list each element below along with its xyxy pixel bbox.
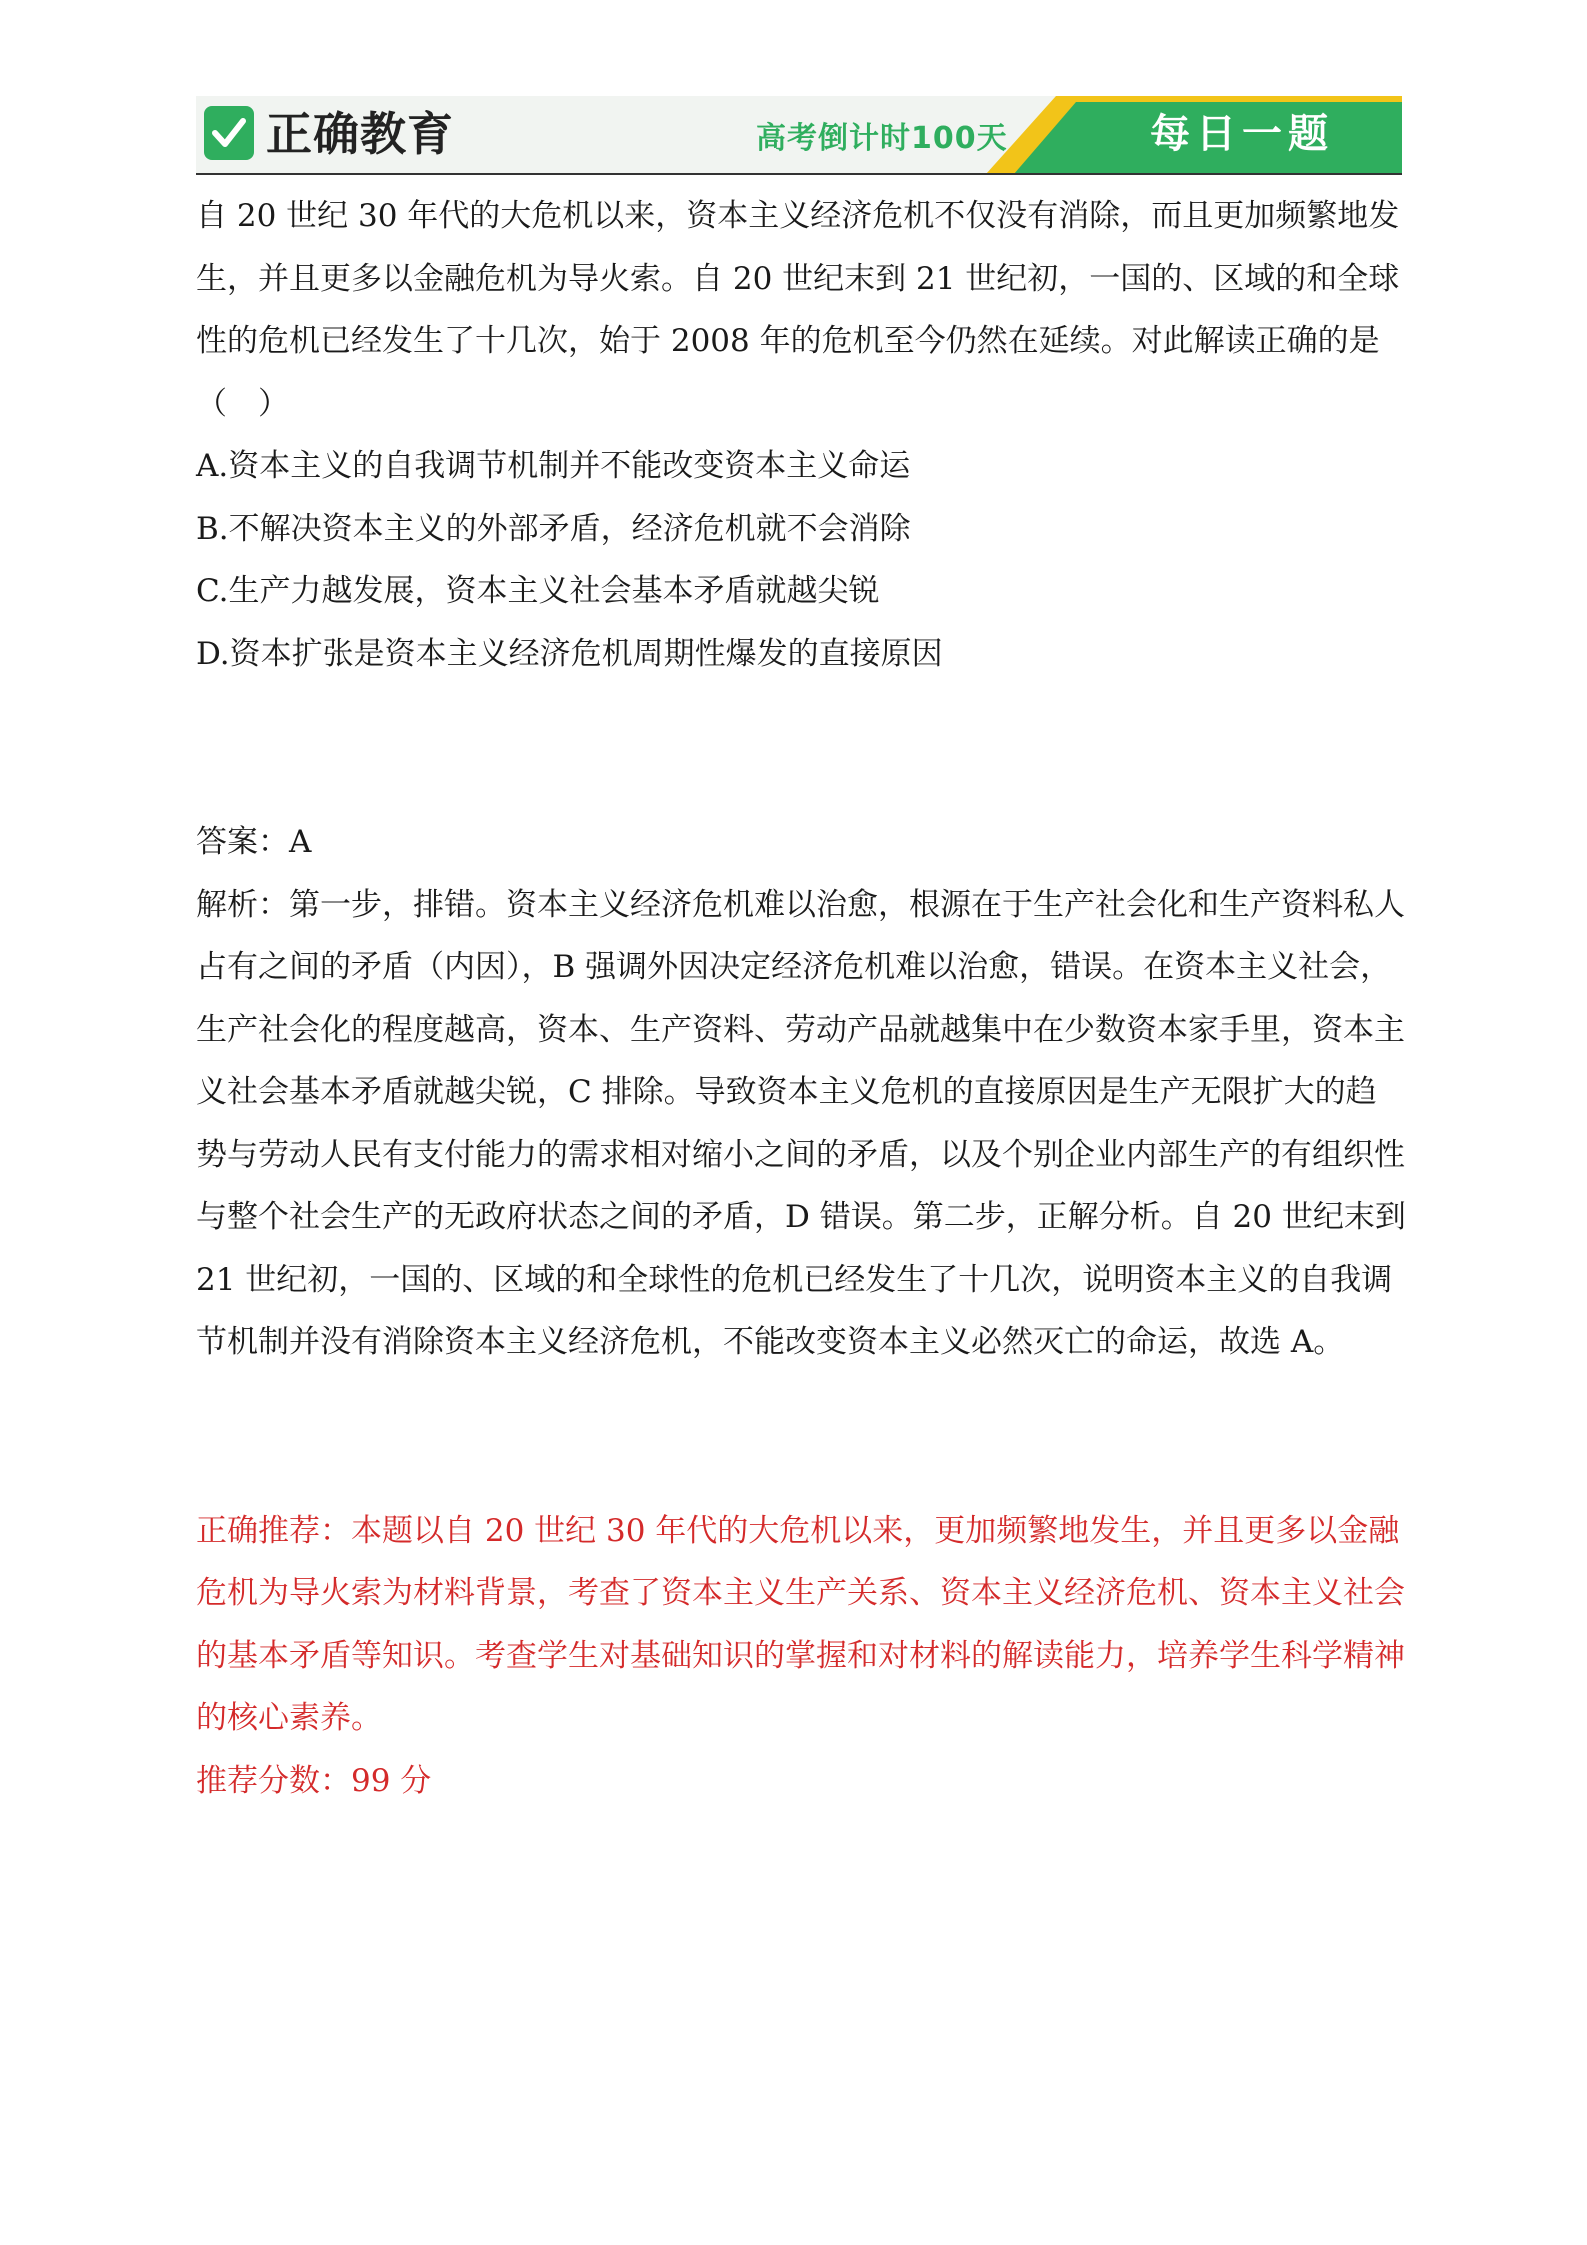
banner-title: 每日一题: [1150, 111, 1334, 157]
page-header: [196, 96, 1402, 174]
option-b: B.不解决资本主义的外部矛盾，经济危机就不会消除: [196, 510, 911, 547]
logo-check-icon: [204, 106, 254, 160]
document-body: [196, 185, 1406, 1812]
recommendation-text: 正确推荐：本题以自 20 世纪 30 年代的大危机以来，更加频繁地发生，并且更多以金融危机为导火索为材料背景，考查了资本主义生产关系、资本主义经济危机、资本主义社会的基本矛盾等知识。考查学生对基础知识的掌握和对材料的解读能力，培养学生科学精神的核心素养。: [196, 1512, 1405, 1736]
option-d: D.资本扩张是资本主义经济危机周期性爆发的直接原因: [196, 635, 943, 672]
logo-text: 正确教育: [266, 107, 454, 161]
countdown-label: 高考倒计时100天: [756, 121, 1008, 156]
option-c: C.生产力越发展，资本主义社会基本矛盾就越尖锐: [196, 573, 880, 609]
option-a: A.资本主义的自我调节机制并不能改变资本主义命运: [196, 448, 911, 484]
question-stem: 自 20 世纪 30 年代的大危机以来，资本主义经济危机不仅没有消除，而且更加频繁地发生，并且更多以金融危机为导火索。自 20 世纪末到 21 世纪初，一国的、区域的和全球性的危机已经发生了十几次，始于 2008 年的危机至今仍然在延续。对此解读正确的是（ ）: [196, 198, 1400, 422]
answer-line: 答案：A: [196, 824, 312, 860]
header-divider: [196, 173, 1402, 175]
recommendation-score: 推荐分数：99 分: [196, 1762, 432, 1799]
analysis-text: 解析：第一步，排错。资本主义经济危机难以治愈，根源在于生产社会化和生产资料私人占有之间的矛盾（内因），B 强调外因决定经济危机难以治愈，错误。在资本主义社会，生产社会化的程度越高，资本、生产资料、劳动产品就越集中在少数资本家手里，资本主义社会基本矛盾就越尖锐，C 排除。导致资本主义危机的直接原因是生产无限扩大的趋势与劳动人民有支付能力的需求相对缩小之间的矛盾，以及个别企业内部生产的有组织性与整个社会生产的无政府状态之间的矛盾，D 错误。第二步，正解分析。自 20 世纪末到 21 世纪初，一国的、区域的和全球性的危机已经发生了十几次，说明资本主义的自我调节机制并没有消除资本主义经济危机，不能改变资本主义必然灭亡的命运，故选 A。: [196, 886, 1406, 1360]
